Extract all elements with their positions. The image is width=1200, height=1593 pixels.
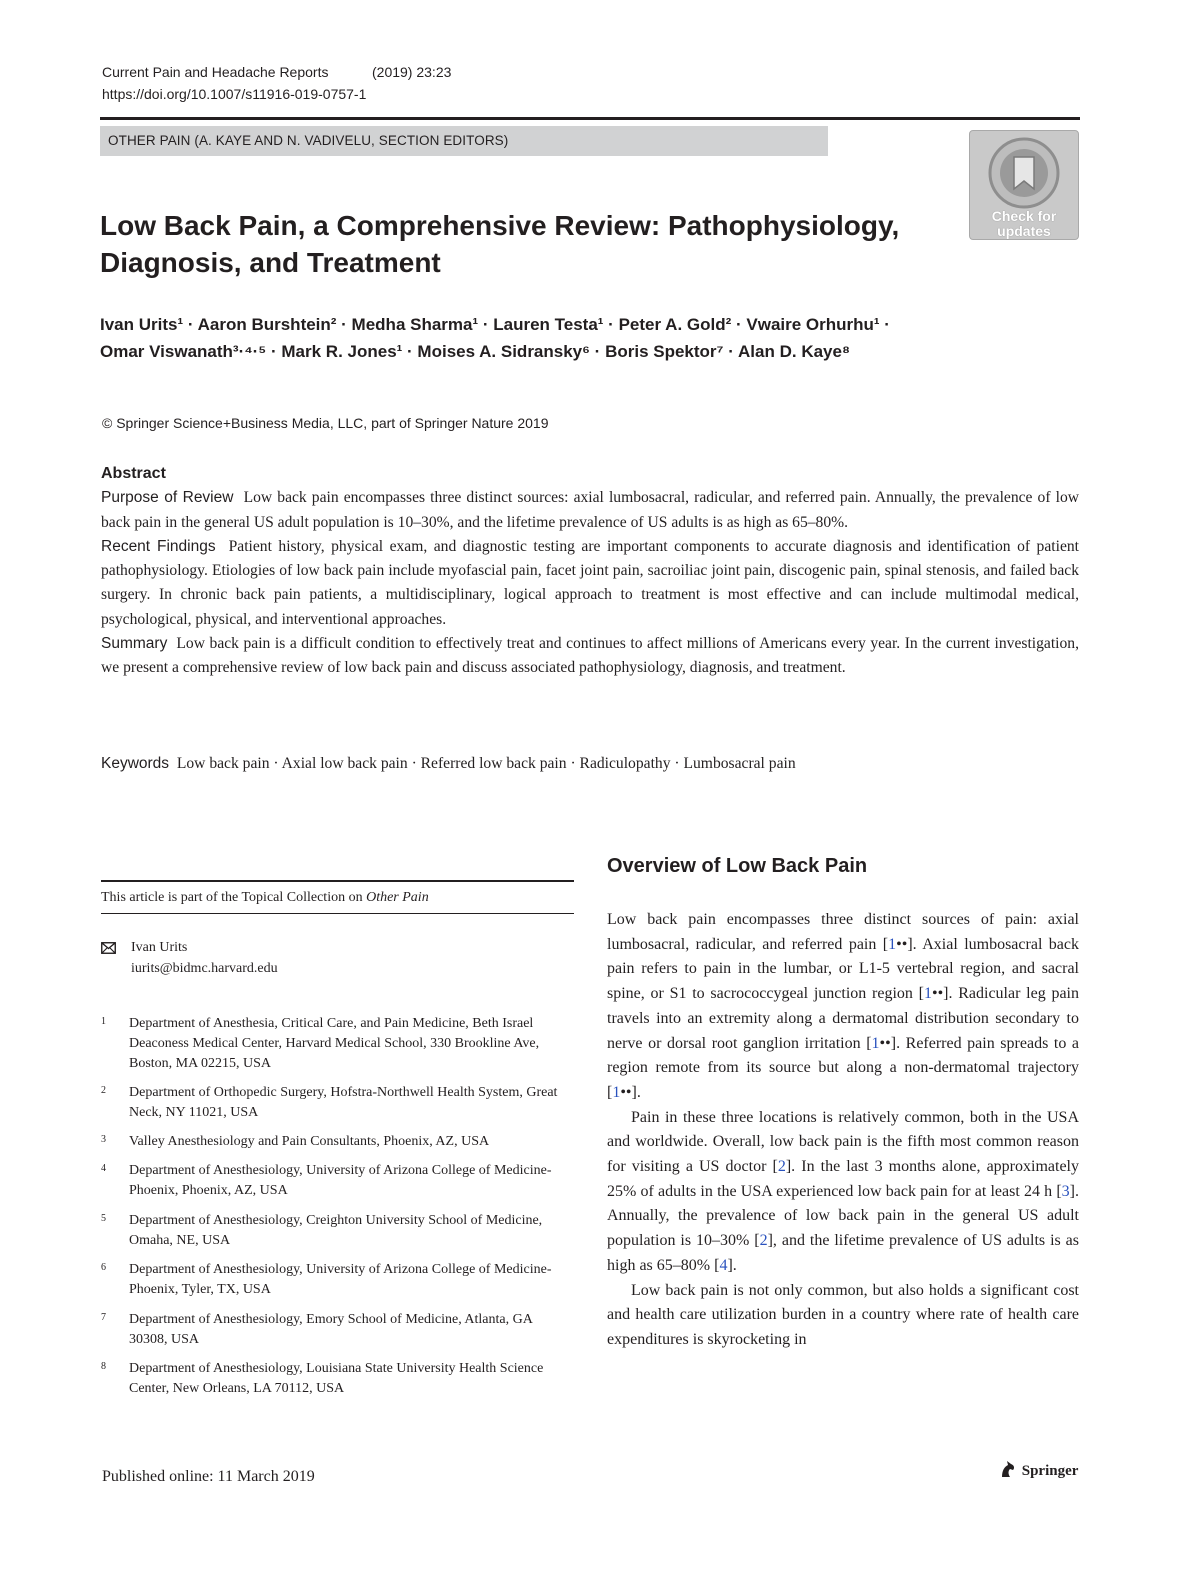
abstract-purpose <box>101 486 1079 535</box>
affiliation <box>101 1260 574 1300</box>
citation-link[interactable]: 3 <box>1061 1182 1070 1200</box>
badge-label-line1: Check for <box>991 208 1057 224</box>
text-run: Low back pain encompasses three distinct sources of pain: axial lumbosacral, radicular, and referred pain [ <box>607 911 1079 953</box>
text-run: ••]. Referred pain spreads to a region remote from its source but along a non-dermatomal trajectory [ <box>607 1034 1079 1101</box>
affiliation <box>101 1132 574 1152</box>
corresponding-email[interactable]: iurits@bidmc.harvard.edu <box>131 961 278 976</box>
article-title <box>100 207 920 281</box>
citation-link[interactable]: 1 <box>612 1083 621 1101</box>
affiliation-text: Department of Orthopedic Surgery, Hofstra-Northwell Health System, Great Neck, NY 11021, USA <box>129 1085 558 1120</box>
citation-link[interactable]: 4 <box>719 1256 728 1274</box>
abstract-summary <box>101 632 1079 681</box>
keywords <box>101 755 1079 773</box>
paragraph <box>607 908 1079 1106</box>
abstract <box>101 462 1079 681</box>
affiliation-text: Valley Anesthesiology and Pain Consultants, Phoenix, AZ, USA <box>129 1134 490 1149</box>
section-heading: Overview of Low Back Pain <box>607 855 868 877</box>
text-run: ••]. <box>620 1083 641 1101</box>
affiliation <box>101 1310 574 1350</box>
topical-collection-note <box>101 890 574 906</box>
citation-link[interactable]: 2 <box>777 1158 786 1176</box>
header-rule <box>100 117 1080 120</box>
springer-horse-icon <box>998 1467 1022 1483</box>
purpose-text: Low back pain encompasses three distinct sources: axial lumbosacral, radicular, and referred pain. Annually, the prevalence of low back pain in the general US adult population is 10–30%, and the lifetime prevalence of US adults is as high as 65–80%. <box>101 489 1080 531</box>
journal-name <box>102 64 452 80</box>
affiliation-number: 6 <box>101 1262 106 1273</box>
corresponding-name: Ivan Urits <box>131 940 188 955</box>
text-run: ••]. Axial lumbosacral back pain refers to pain in the lumbar, or L1-5 vertebral region, and sacral spine, or S1 to sacrococcygeal junction region [ <box>607 935 1080 1003</box>
journal-volume: (2019) 23:23 <box>372 64 452 80</box>
copyright-notice: © Springer Science+Business Media, LLC, part of Springer Nature 2019 <box>102 415 549 431</box>
affiliation-number: 3 <box>101 1134 106 1145</box>
affiliation <box>101 1211 574 1251</box>
published-date: Published online: 11 March 2019 <box>102 1468 315 1485</box>
affiliation-text: Department of Anesthesiology, University of Arizona College of Medicine-Phoenix, Tyler, TX, USA <box>129 1262 552 1297</box>
affiliation-text: Department of Anesthesiology, Louisiana State University Health Science Center, New Orleans, LA 70112, USA <box>129 1361 544 1396</box>
affiliation-text: Department of Anesthesiology, University of Arizona College of Medicine-Phoenix, Phoenix, AZ, USA <box>129 1163 552 1198</box>
body-text <box>607 908 1079 1353</box>
citation-link[interactable]: 2 <box>759 1232 768 1250</box>
text-run: ]. In the last 3 months alone, approximately 25% of adults in the USA experienced low back pain for at least 24 h [ <box>607 1158 1079 1200</box>
findings-label: Recent Findings <box>101 537 216 555</box>
keywords-label: Keywords <box>101 755 170 772</box>
bookmark-icon <box>988 137 1060 209</box>
text-run: ], and the lifetime prevalence of US adults is as high as 65–80% [ <box>607 1232 1080 1274</box>
journal-title: Current Pain and Headache Reports <box>102 64 329 80</box>
text-run: ]. Annually, the prevalence of low back pain in the general US adult population is 10–30% [ <box>607 1182 1079 1250</box>
text-run: ]. <box>727 1256 737 1274</box>
affiliation <box>101 1161 574 1201</box>
summary-text: Low back pain is a difficult condition to effectively treat and continues to affect millions of Americans every year. In the current investigation, we present a comprehensive review of low back pain and discuss associated pathophysiology, diagnosis, and treatment. <box>101 635 1079 677</box>
doi-link[interactable]: https://doi.org/10.1007/s11916-019-0757-1 <box>102 86 367 102</box>
affiliation-number: 5 <box>101 1213 106 1224</box>
title-line-1: Low Back Pain, a Comprehensive Review: Pathophysiology, <box>100 210 900 241</box>
author-list <box>100 311 980 365</box>
badge-label-line2: updates <box>997 223 1051 239</box>
section-banner: OTHER PAIN (A. KAYE AND N. VADIVELU, SECTION EDITORS) <box>100 126 828 156</box>
footnote-rule <box>101 880 574 882</box>
authors-line-1: Ivan Urits¹ · Aaron Burshtein² · Medha Sharma¹ · Lauren Testa¹ · Peter A. Gold² · Vwaire Orhurhu¹ · <box>100 315 890 334</box>
footnote-rule-2 <box>101 913 574 914</box>
affiliation-number: 2 <box>101 1085 106 1096</box>
affiliation-number: 4 <box>101 1163 106 1174</box>
collection-prefix: This article is part of the Topical Collection on <box>101 890 367 905</box>
affiliation <box>101 1359 574 1399</box>
affiliation-text: Department of Anesthesia, Critical Care, and Pain Medicine, Beth Israel Deaconess Medical Center, Harvard Medical School, 330 Brookline Ave, Boston, MA 02215, USA <box>129 1016 540 1071</box>
text-run: Pain in these three locations is relatively common, both in the USA and worldwide. Overall, low back pain is the fifth most common reason for visiting a US doctor [ <box>607 1108 1079 1176</box>
title-line-2: Diagnosis, and Treatment <box>100 247 441 278</box>
purpose-label: Purpose of Review <box>101 489 234 507</box>
affiliation-number: 1 <box>101 1016 106 1027</box>
publisher-logo <box>998 1459 1078 1484</box>
affiliation <box>101 1014 574 1074</box>
summary-label: Summary <box>101 635 168 653</box>
envelope-icon <box>101 940 116 961</box>
affiliation <box>101 1083 574 1123</box>
check-for-updates-button[interactable] <box>969 130 1079 240</box>
publisher-name: Springer <box>1021 1463 1079 1479</box>
collection-name: Other Pain <box>366 890 429 905</box>
citation-link[interactable]: 1 <box>871 1034 880 1052</box>
keywords-text: Low back pain · Axial low back pain · Referred low back pain · Radiculopathy · Lumbosacral pain <box>176 755 796 772</box>
findings-text: Patient history, physical exam, and diagnostic testing are important components to accurate diagnosis and identification of patient pathophysiology. Etiologies of low back pain include myofascial pain, facet joint pain, sacroiliac joint pain, discogenic pain, spinal stenosis, and failed back surgery. In chronic back pain patients, a multidisciplinary, logical approach to treatment is most effective and can include multimodal medical, psychological, physical, and interventional approaches. <box>101 537 1079 628</box>
affiliation-text: Department of Anesthesiology, Creighton University School of Medicine, Omaha, NE, USA <box>129 1213 543 1248</box>
paragraph <box>607 1106 1079 1279</box>
text-run: ••]. Radicular leg pain travels into an extremity along a dermatomal distribution secondary to nerve or dorsal root ganglion irritation [ <box>607 985 1080 1052</box>
affiliation-number: 7 <box>101 1312 106 1323</box>
citation-link[interactable]: 1 <box>888 935 897 953</box>
authors-line-2: Omar Viswanath³·⁴·⁵ · Mark R. Jones¹ · Moises A. Sidransky⁶ · Boris Spektor⁷ · Alan D. Kaye⁸ <box>100 342 850 361</box>
affiliation-text: Department of Anesthesiology, Emory School of Medicine, Atlanta, GA 30308, USA <box>129 1312 533 1347</box>
paragraph: Low back pain is not only common, but also holds a significant cost and health care utilization burden in a country where rate of health care expenditures is skyrocketing in <box>607 1281 1079 1348</box>
abstract-heading: Abstract <box>101 465 166 482</box>
citation-link[interactable]: 1 <box>923 985 932 1003</box>
affiliation-number: 8 <box>101 1361 106 1372</box>
corresponding-author <box>101 937 574 979</box>
abstract-findings <box>101 535 1079 632</box>
